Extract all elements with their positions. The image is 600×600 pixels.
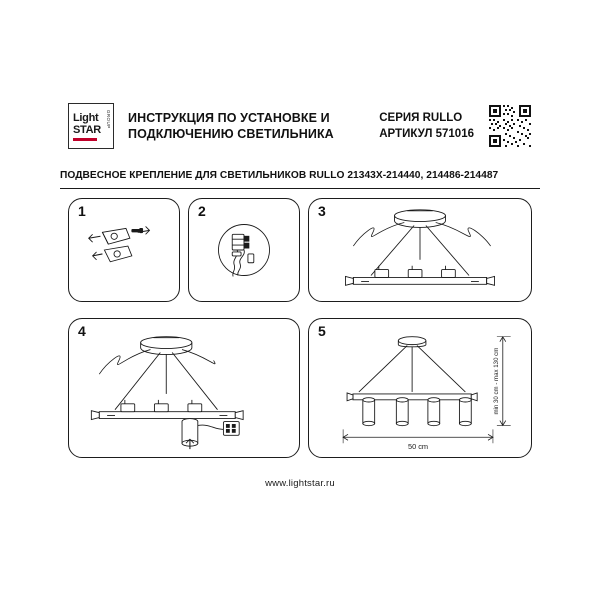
step-4-illustration [69,319,299,457]
step-number-1: 1 [78,203,86,219]
logo-group-text: GROUP [106,110,111,129]
footer-url[interactable]: www.lightstar.ru [265,478,335,489]
document-header [68,100,532,152]
logo-line-2: STAR [73,124,101,136]
step-3-illustration [309,199,531,301]
step-5-illustration [309,319,531,457]
series-name: СЕРИЯ RULLO [379,112,463,124]
step-panel-1 [68,198,180,302]
step-number-4: 4 [78,323,86,339]
lightstar-logo [68,103,114,149]
width-dimension-label: 50 cm [407,442,429,452]
article-number: АРТИКУЛ 571016 [379,128,474,140]
step-panel-3 [308,198,532,302]
logo-accent-bar [73,138,97,141]
document-subtitle: ПОДВЕСНОЕ КРЕПЛЕНИЕ ДЛЯ СВЕТИЛЬНИКОВ RULLO 21343Х-214440, 214486-214487 [60,170,499,181]
step-panel-4 [68,318,300,458]
step-number-5: 5 [318,323,326,339]
header-divider [60,188,540,189]
step-panel-5 [308,318,532,458]
qr-code-icon [488,104,532,148]
step-2-illustration [189,199,299,301]
page-title [128,110,373,142]
step-number-2: 2 [198,203,206,219]
step-1-illustration [69,199,179,301]
height-dimension-label: min 30 cm - max 130 cm [492,347,500,415]
page-title-line-1: ИНСТРУКЦИЯ ПО УСТАНОВКЕ И [128,111,330,125]
page-title-line-2: ПОДКЛЮЧЕНИЮ СВЕТИЛЬНИКА [128,127,334,141]
step-number-3: 3 [318,203,326,219]
series-info [379,110,474,142]
step-panel-2 [188,198,300,302]
logo-line-1: Light [73,112,99,124]
